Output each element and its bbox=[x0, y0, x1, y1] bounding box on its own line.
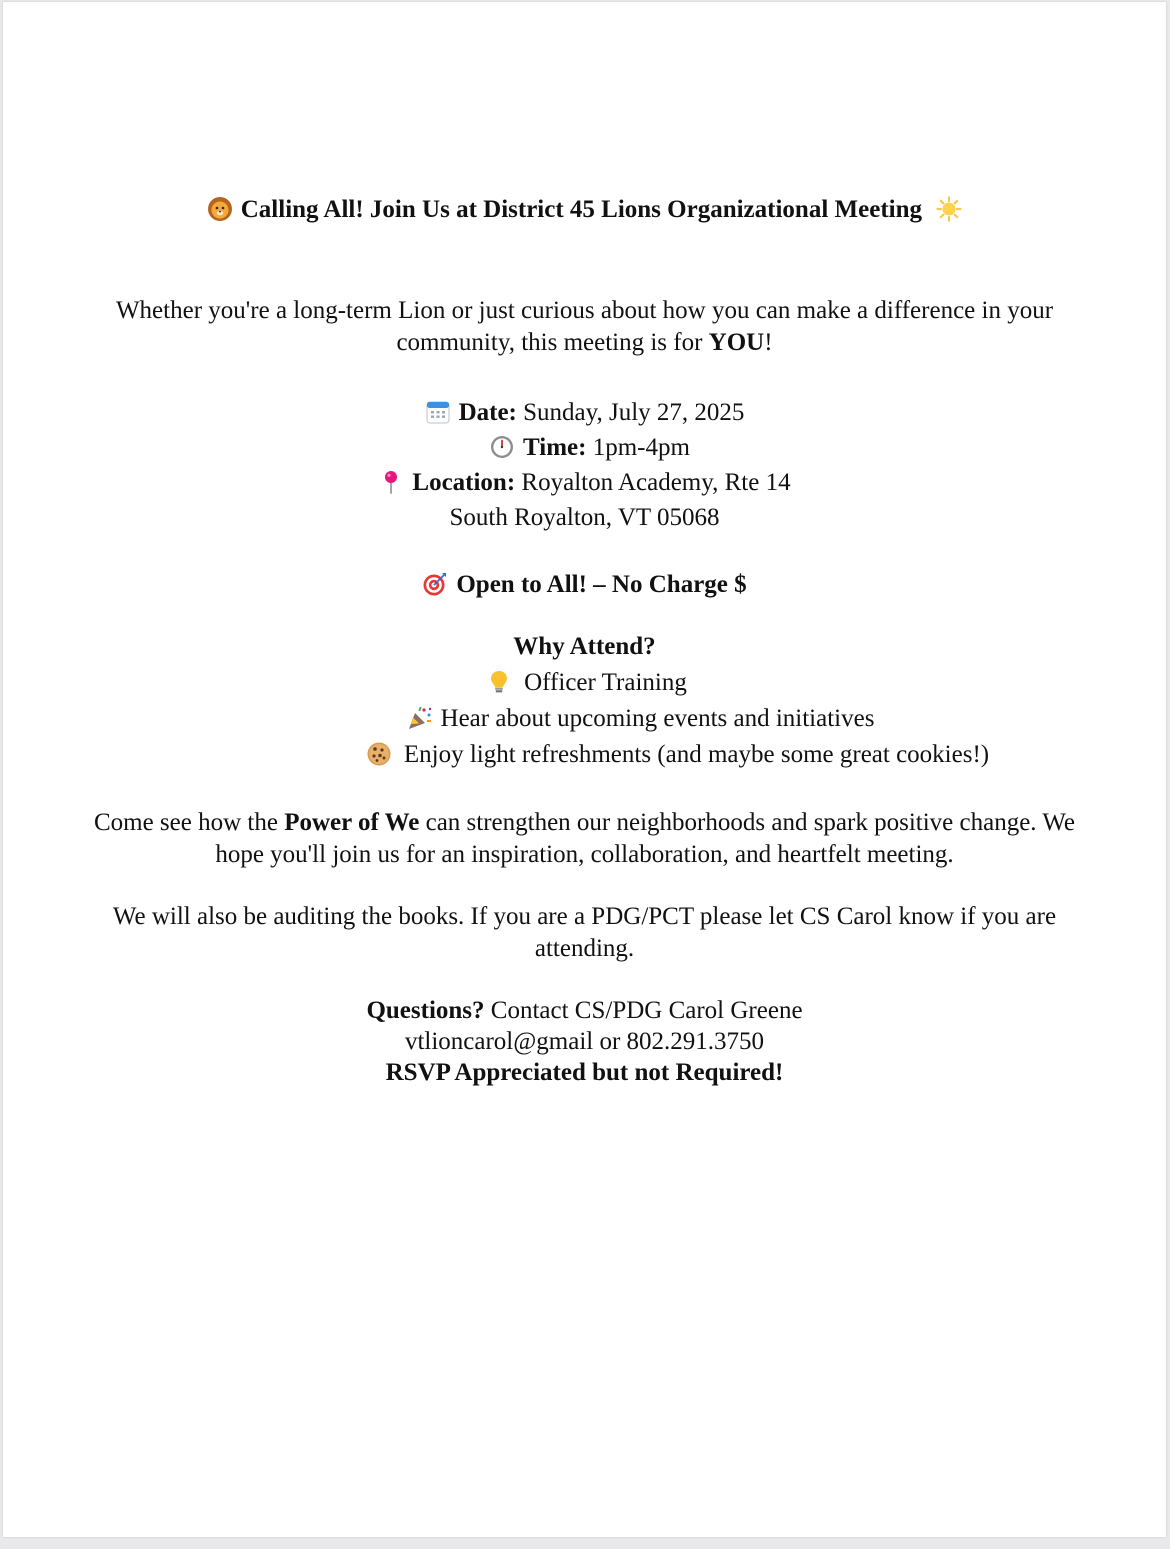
questions-label: Questions? bbox=[366, 997, 485, 1024]
why-item-text-3: Enjoy light refreshments (and maybe some great cookies!) bbox=[403, 741, 990, 768]
open-to-all-line bbox=[3, 569, 1166, 601]
location-line-2: South Royalton, VT 05068 bbox=[449, 504, 720, 531]
open-text: Open to All! – No Charge $ bbox=[456, 571, 747, 598]
time-label: Time: bbox=[523, 434, 587, 461]
location-label: Location: bbox=[412, 469, 516, 496]
time-line bbox=[3, 430, 1166, 465]
cookie-icon bbox=[366, 741, 392, 767]
document-page bbox=[3, 2, 1166, 1537]
target-icon bbox=[422, 571, 448, 597]
power-of-we-paragraph bbox=[85, 807, 1085, 871]
intro-text: Whether you're a long-term Lion or just curious about how you can make a difference in your community, this meeting is for bbox=[115, 297, 1054, 356]
date-label: Date: bbox=[458, 399, 517, 426]
contact-section bbox=[3, 995, 1166, 1088]
power-text: Come see how the bbox=[93, 809, 285, 836]
intro-text-end: ! bbox=[764, 329, 773, 356]
power-text-end: can strengthen our neighborhoods and spark positive change. We hope you'll join us for an inspiration, collaboration, and heartfelt meeting. bbox=[215, 809, 1076, 868]
calendar-icon bbox=[425, 399, 451, 425]
lightbulb-icon bbox=[486, 669, 512, 695]
title-text: Calling All! Join Us at District 45 Lions Organizational Meeting bbox=[240, 196, 922, 223]
contact-line bbox=[3, 995, 1166, 1026]
why-item-officer-training bbox=[3, 665, 1166, 701]
location-value: Royalton Academy, Rte 14 bbox=[515, 469, 791, 496]
lion-face-icon bbox=[207, 196, 233, 222]
contact-details: vtlioncarol@gmail or 802.291.3750 bbox=[404, 1028, 765, 1055]
pushpin-icon bbox=[378, 469, 404, 495]
why-attend-heading: Why Attend? bbox=[513, 633, 656, 660]
why-attend-section bbox=[3, 629, 1166, 773]
flyer-content bbox=[3, 192, 1166, 1088]
location-line bbox=[3, 465, 1166, 500]
clock-icon bbox=[489, 434, 515, 460]
power-emphasis: Power of We bbox=[284, 809, 420, 836]
time-value: 1pm-4pm bbox=[586, 434, 690, 461]
flyer-title bbox=[3, 192, 1166, 228]
why-item-text-1: Officer Training bbox=[524, 669, 687, 696]
sun-icon bbox=[936, 196, 962, 222]
contact-name: Contact CS/PDG Carol Greene bbox=[484, 997, 803, 1024]
intro-paragraph bbox=[95, 295, 1075, 359]
rsvp-note: RSVP Appreciated but not Required! bbox=[385, 1059, 784, 1086]
date-value: Sunday, July 27, 2025 bbox=[516, 399, 745, 426]
event-details bbox=[3, 395, 1166, 535]
intro-emphasis: YOU bbox=[708, 329, 765, 356]
why-item-upcoming-events bbox=[3, 701, 1166, 737]
why-item-refreshments bbox=[3, 737, 1166, 773]
party-popper-icon bbox=[407, 705, 433, 731]
date-line bbox=[3, 395, 1166, 430]
why-item-text-2: Hear about upcoming events and initiatives bbox=[440, 705, 875, 732]
audit-paragraph: We will also be auditing the books. If you are a PDG/PCT please let CS Carol know if you are attending. bbox=[112, 903, 1057, 962]
